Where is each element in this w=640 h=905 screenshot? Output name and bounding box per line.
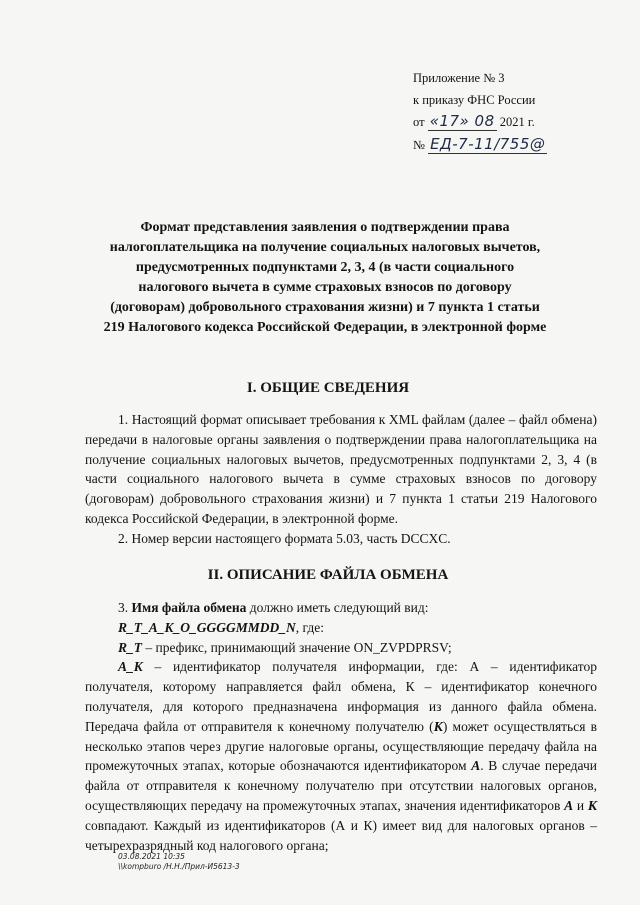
handwritten-number: ЕД-7-11/755@	[430, 134, 546, 153]
paragraph-2: 2. Номер версии настоящего формата 5.03, часть DCCXC.	[118, 530, 451, 546]
section-1-heading: I. ОБЩИЕ СВЕДЕНИЯ	[246, 380, 410, 396]
file-name-pattern: R_T_A_K_O_GGGGMMDD_N, где:	[118, 619, 324, 635]
section-2-heading: II. ОПИСАНИЕ ФАЙЛА ОБМЕНА	[207, 567, 449, 583]
appendix-block	[413, 68, 613, 156]
section-1-body	[85, 410, 597, 549]
appendix-number: № ЕД-7-11/755@	[413, 134, 546, 153]
appendix-title: Приложение № 3	[413, 71, 505, 85]
paragraph-1: 1. Настоящий формат описывает требования к XML файлам (далее – файл обмена) передачи в налоговые органы заявления о подтверждении права налогоплательщика на получение социальных налоговых вычетов, предусмотренных подпунктами 2, 3, 4 (в части социального налогового вычета в сумме страховых взносов по договору (договорам) добровольного страхования жизни) и 7 пункта 1 статьи 219 Налогового кодекса Российской Федерации, в электронной форме.	[85, 412, 597, 526]
document-title: Формат представления заявления о подтверждении права налогоплательщика на получение социальных налоговых вычетов, предусмотренных подпунктами 2, 3, 4 (в части социального налогового вычета в сумме страховых взносов по договору (договорам) добровольного страхования жизни) и 7 пункта 1 статьи 219 Налогового кодекса Российской Федерации, в электронной форме	[103, 220, 547, 335]
prefix-definition: R_T – префикс, принимающий значение ON_ZVPDPRSV;	[118, 639, 452, 655]
appendix-date: от «17» 08 2021 г.	[413, 112, 535, 130]
appendix-order-ref: к приказу ФНС России	[413, 92, 536, 107]
print-footer: 03.08.2021 10:35 \\kompburo /Н.Н./Прил-И5613-3	[118, 852, 240, 871]
paragraph-3: 3. Имя файла обмена должно иметь следующий вид:	[118, 600, 429, 615]
handwritten-date: «17» 08	[429, 112, 495, 130]
recipient-definition: A_K – идентификатор получателя информации, где: А – идентификатор получателя, которому направляется файл обмена, К – идентификатор конечного получателя, для которого предназначена информация из данного файла обмена. Передача файла от отправителя к конечному получателю (К) может осуществляться в несколько этапов через другие налоговые органы, осуществляющие передачу файла на промежуточных этапах, которые обозначаются идентификатором А. В случае передачи файла от отправителя к конечному получателю при отсутствии налоговых органов, осуществляющих передачу на промежуточных этапах, значения идентификаторов А и К совпадают. Каждый из идентификаторов (А и К) имеет вид для налоговых органов – четырехразрядный код налогового органа;	[85, 659, 597, 853]
section-2-body	[85, 598, 597, 855]
